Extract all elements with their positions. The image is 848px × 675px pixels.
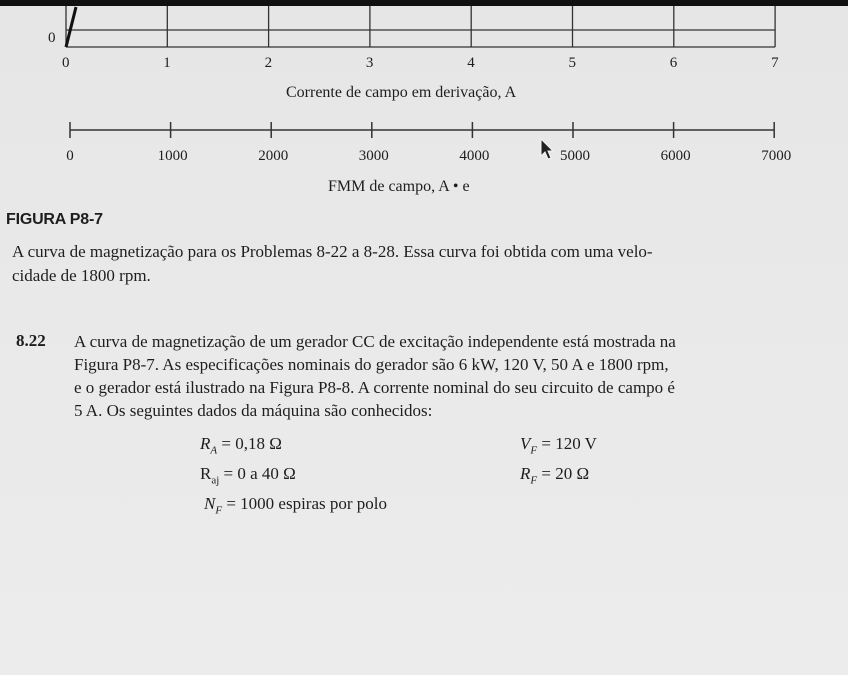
problem-line-3: e o gerador está ilustrado na Figura P8-8. A corrente nominal do seu circuito de campo é: [74, 378, 675, 397]
equation-nf: $N_F = 1000$ espiras por polo: [204, 494, 388, 517]
top-axis-zero-y-label: 0: [48, 30, 56, 46]
equation-raj: $R_{aj} = 0$ a 40 Ω: [200, 464, 296, 487]
ra-value: = 0,18 Ω: [221, 434, 282, 453]
bottom-axis-tick-label: 5000: [560, 148, 590, 164]
nf-value: = 1000 espiras por polo: [226, 494, 388, 513]
rf-value: = 20 Ω: [541, 464, 590, 483]
problem-line-1: A curva de magnetização de um gerador CC de excitação independente está mostrada na: [74, 332, 676, 351]
bottom-axis-tick-label: 4000: [459, 148, 490, 164]
bottom-axis-tick-label: 6000: [660, 148, 691, 164]
problem-number: 8.22: [16, 331, 46, 350]
top-axis-tick-label: 6: [669, 55, 678, 71]
top-axis-tick-label: 3: [365, 55, 374, 71]
bottom-axis-tick-label: 7000: [761, 148, 792, 164]
figure-caption-line2: cidade de 1800 rpm.: [12, 266, 151, 285]
problem-line-2: Figura P8-7. As especificações nominais do gerador são 6 kW, 120 V, 50 A e 1800 rpm,: [74, 355, 669, 374]
top-axis-tick-label: 7: [771, 55, 779, 71]
bottom-axis-tick-label: 1000: [157, 148, 188, 164]
top-axis-tick-label: 1: [163, 55, 171, 71]
top-axis-title: Corrente de campo em derivação, A: [286, 84, 517, 101]
equation-vf: $V_F = 120$ V: [520, 434, 597, 457]
top-axis-tick-label: 5: [568, 55, 576, 71]
mouse-cursor-icon: [541, 139, 553, 159]
equation-rf: $R_F = 20$ Ω: [520, 464, 590, 487]
bottom-axis-title: FMM de campo, A • e: [328, 178, 470, 195]
top-axis-tick-label: 4: [467, 55, 475, 71]
bottom-axis-tick-label: 0: [66, 148, 74, 164]
bottom-axis-tick-label: 3000: [358, 148, 389, 164]
raj-value: = 0 a 40 Ω: [223, 464, 296, 483]
top-axis-tick-label: 2: [264, 55, 273, 71]
bottom-axis-tick-label: 2000: [258, 148, 289, 164]
top-axis-tick-label: 0: [62, 55, 70, 71]
magnetization-curve: [66, 7, 76, 47]
problem-line-4: 5 A. Os seguintes dados da máquina são conhecidos:: [74, 401, 433, 420]
equation-ra: $R_A = 0,18$ Ω: [200, 434, 282, 457]
vf-value: = 120 V: [541, 434, 597, 453]
figure-caption-line1: A curva de magnetização para os Problemas 8-22 a 8-28. Essa curva foi obtida com uma velo-: [12, 242, 653, 261]
figure-label: FIGURA P8-7: [6, 211, 103, 228]
